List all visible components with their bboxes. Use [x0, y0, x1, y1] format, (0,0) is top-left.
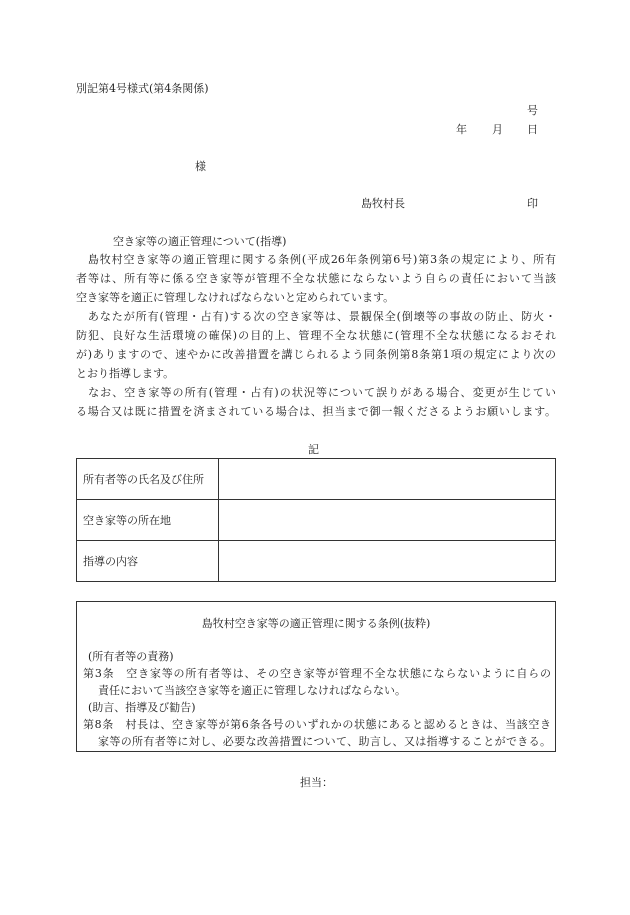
guidance-content-label: 指導の内容 — [77, 541, 219, 582]
paragraph-line: あなたが所有(管理・占有)する次の空き家等は、景観保全(倒壊等の事故の防止、防火・ — [76, 310, 556, 323]
notice-paragraph-1 — [76, 250, 556, 307]
table-row — [77, 500, 556, 541]
date-day-label: 日 — [527, 123, 538, 136]
notice-paragraph-2 — [76, 307, 556, 383]
owner-name-address-label: 所有者等の氏名及び住所 — [77, 459, 219, 500]
excerpt-article-8-line-2: 家等の所有者等に対し、必要な改善措置について、助言し、又は指導することができる。 — [98, 735, 551, 748]
sender-name: 島牧村長 — [361, 197, 405, 210]
excerpt-article-3-line-2: 責任において当該空き家等を適正に管理しなければならない。 — [98, 684, 406, 697]
excerpt-title: 島牧村空き家等の適正管理に関する条例(抜粋) — [201, 617, 431, 630]
seal-mark: 印 — [527, 197, 538, 210]
date-year-label: 年 — [456, 123, 467, 136]
record-label: 記 — [308, 443, 319, 456]
excerpt-heading-owner-duties: (所有者等の責務) — [88, 650, 174, 663]
paragraph-line: る場合又は既に措置を済まされている場合は、担当まで御一報くださるようお願いします。 — [76, 405, 556, 418]
table-row — [77, 541, 556, 582]
table-row — [77, 459, 556, 500]
paragraph-line: が)ありますので、速やかに改善措置を講じられるよう同条例第8条第1項の規定により次の — [76, 348, 556, 361]
ordinance-excerpt-box — [76, 601, 556, 752]
paragraph-line: なお、空き家等の所有(管理・占有)の状況等について誤りがある場合、変更が生じてい — [76, 386, 556, 399]
notice-title: 空き家等の適正管理について(指導) — [113, 235, 287, 248]
paragraph-line: とおり指導します。 — [76, 367, 175, 380]
excerpt-article-3-line-1: 第3条 空き家等の所有者等は、その空き家等が管理不全な状態にならないように自らの — [83, 667, 551, 680]
paragraph-line: 島牧村空き家等の適正管理に関する条例(平成26年条例第6号)第3条の規定により、所有 — [76, 253, 556, 266]
excerpt-article-8-line-1: 第8条 村長は、空き家等が第6条各号のいずれかの状態にあると認めるときは、当該空き — [83, 718, 551, 731]
excerpt-heading-advice: (助言、指導及び勧告) — [88, 701, 196, 714]
notice-paragraph-3 — [76, 383, 556, 421]
owner-name-address-field[interactable] — [219, 459, 556, 500]
info-table — [76, 458, 556, 582]
contact-person-label: 担当： — [300, 776, 333, 789]
recipient-suffix: 様 — [195, 160, 206, 173]
paragraph-line: 防犯、良好な生活環境の確保)の目的上、管理不全な状態に(管理不全な状態になるおそれ — [76, 329, 556, 342]
paragraph-line: 者等は、所有等に係る空き家等が管理不全な状態にならないよう自らの責任において当該 — [76, 272, 556, 285]
paragraph-line: 空き家等を適正に管理しなければならないと定められています。 — [76, 291, 395, 304]
form-label: 別記第4号様式(第4条関係) — [76, 82, 209, 95]
property-location-field[interactable] — [219, 500, 556, 541]
guidance-content-field[interactable] — [219, 541, 556, 582]
property-location-label: 空き家等の所在地 — [77, 500, 219, 541]
document-number-label: 号 — [527, 104, 538, 117]
date-month-label: 月 — [492, 123, 503, 136]
